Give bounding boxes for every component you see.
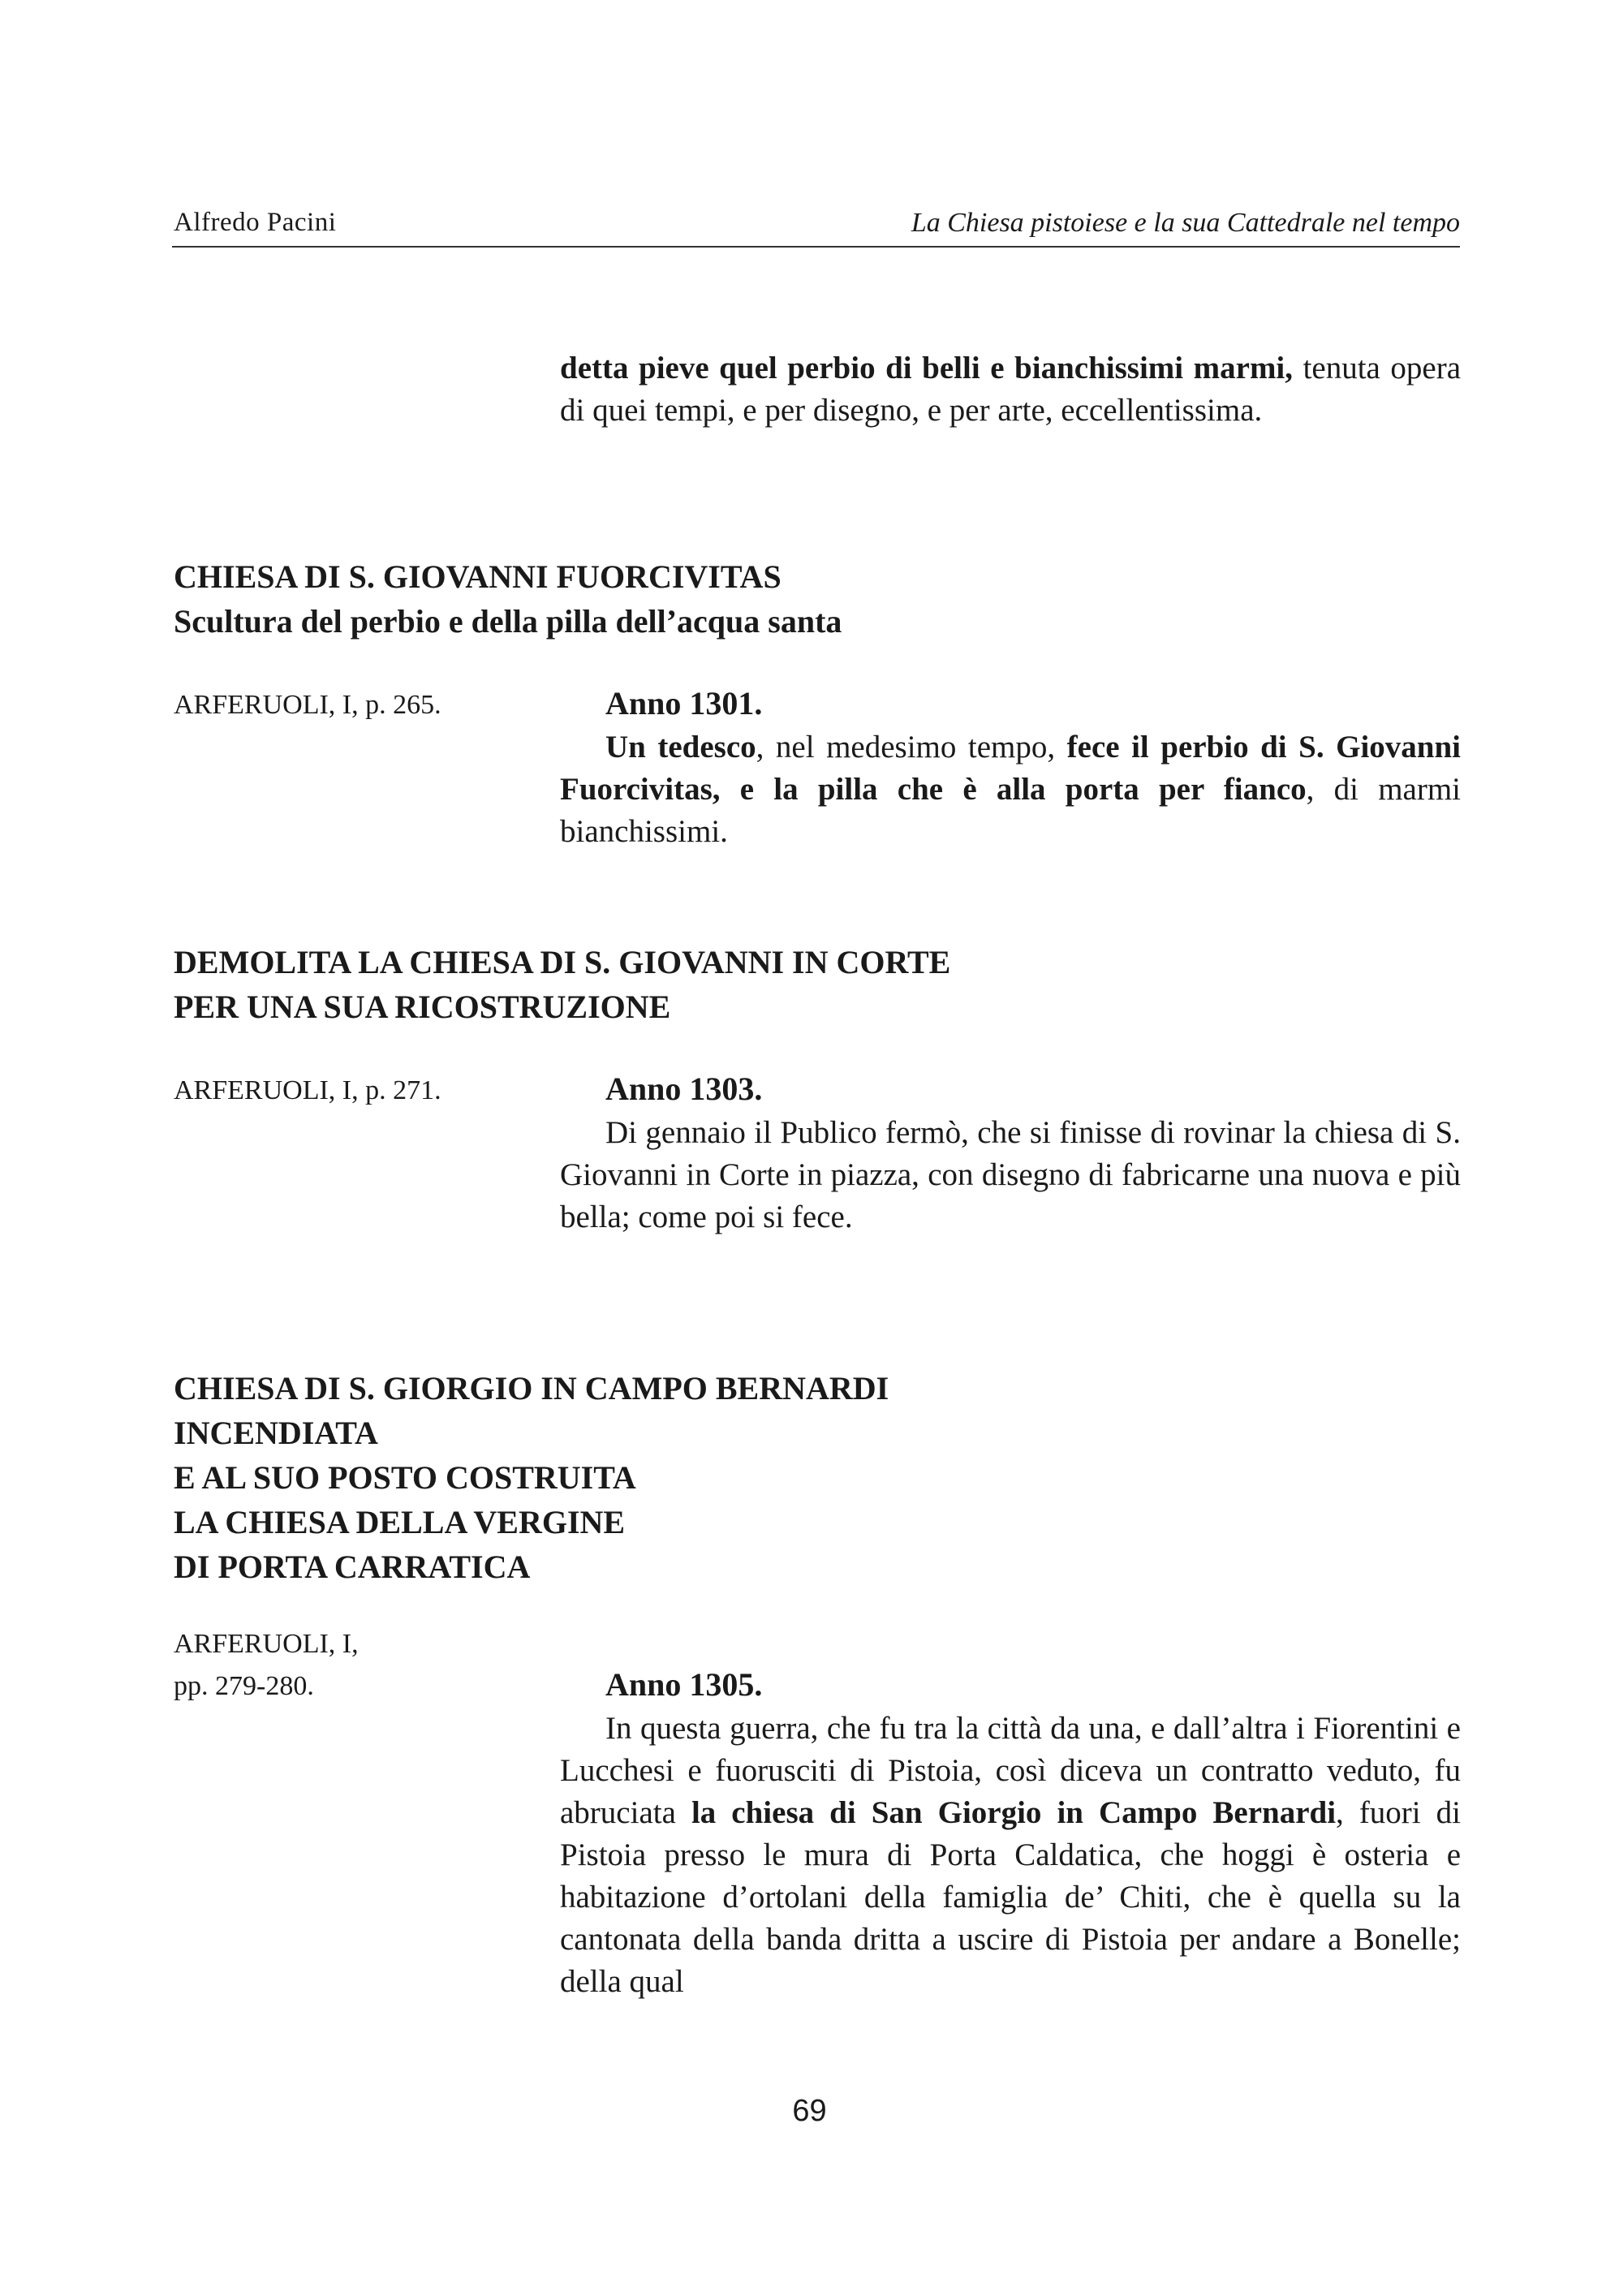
section-2-heading-line: PER UNA SUA RICOSTRUZIONE [174, 989, 671, 1025]
intro-bold-text: detta pieve quel perbio di belli e bianchissimi marmi, [560, 351, 1294, 386]
body-text: , nel medesimo tempo, [756, 730, 1067, 765]
section-1-year: Anno 1301. [605, 685, 763, 722]
section-3-heading-line: INCENDIATA [174, 1415, 378, 1451]
page-number: 69 [792, 2094, 827, 2128]
section-2-body [560, 1112, 1461, 1238]
section-3-heading-line: E AL SUO POSTO COSTRUITA [174, 1459, 636, 1496]
section-3-source-line: pp. 279-280. [174, 1671, 314, 1701]
body-bold-text: fece il perbio di S. Giovanni Fuorcivitas, e la pilla che è alla porta per fianco [560, 730, 1462, 807]
section-2-year: Anno 1303. [605, 1070, 763, 1107]
intro-text: tenuta opera di quei tempi, e per disegno, e per arte, eccellentissima. [560, 351, 1462, 428]
body-text: Di gennaio il Publico fermò, che si finisse di rovinar la chiesa di S. Giovanni in Corte in piazza, con disegno di fabricarne una nuova e più bella; come poi si fece. [560, 1115, 1461, 1234]
running-header-title: La Chiesa pistoiese e la sua Cattedrale nel tempo [911, 208, 1460, 238]
section-3-year: Anno 1305. [605, 1666, 763, 1703]
section-1-heading-line: CHIESA DI S. GIOVANNI FUORCIVITAS [174, 558, 782, 595]
section-1-heading-line: Scultura del perbio e della pilla dell’acqua santa [174, 603, 842, 640]
section-3-heading [174, 1366, 889, 1589]
section-3-heading-line: CHIESA DI S. GIORGIO IN CAMPO BERNARDI [174, 1370, 889, 1406]
body-bold-text: Un tedesco [605, 730, 756, 765]
running-header-author: Alfredo Pacini [174, 208, 337, 237]
section-2-heading [174, 940, 950, 1029]
section-3-heading-line: LA CHIESA DELLA VERGINE [174, 1504, 626, 1540]
body-text: In questa guerra, che fu tra la città da una, e dall’altra i Fiorentini e Lucchesi e fuorusciti di Pistoia, così diceva un contratto veduto, fu abruciata [560, 1711, 1461, 1830]
header-divider [172, 246, 1460, 248]
body-text: , fuori di Pistoia presso le mura di Porta Caldatica, che hoggi è osteria e habitazione d’ortolani della famiglia de’ Chiti, che è quella su la cantonata della banda dritta a uscire di Pistoia per andare a Bonelle; della qual [560, 1795, 1461, 1999]
section-1-source: ARFERUOLI, I, p. 265. [174, 690, 441, 720]
body-bold-text: la chiesa di San Giorgio in Campo Bernardi [691, 1795, 1337, 1830]
section-1-body [560, 726, 1461, 853]
section-2-heading-line: DEMOLITA LA CHIESA DI S. GIOVANNI IN CORTE [174, 944, 951, 980]
body-text: , di marmi bianchissimi. [560, 772, 1462, 849]
section-1-heading [174, 554, 842, 644]
intro-paragraph [560, 347, 1461, 432]
section-3-source-line: ARFERUOLI, I, [174, 1629, 359, 1659]
section-3-heading-line: DI PORTA CARRATICA [174, 1549, 531, 1585]
section-3-source [174, 1623, 359, 1708]
section-2-source: ARFERUOLI, I, p. 271. [174, 1075, 441, 1105]
section-3-body [560, 1708, 1461, 2003]
